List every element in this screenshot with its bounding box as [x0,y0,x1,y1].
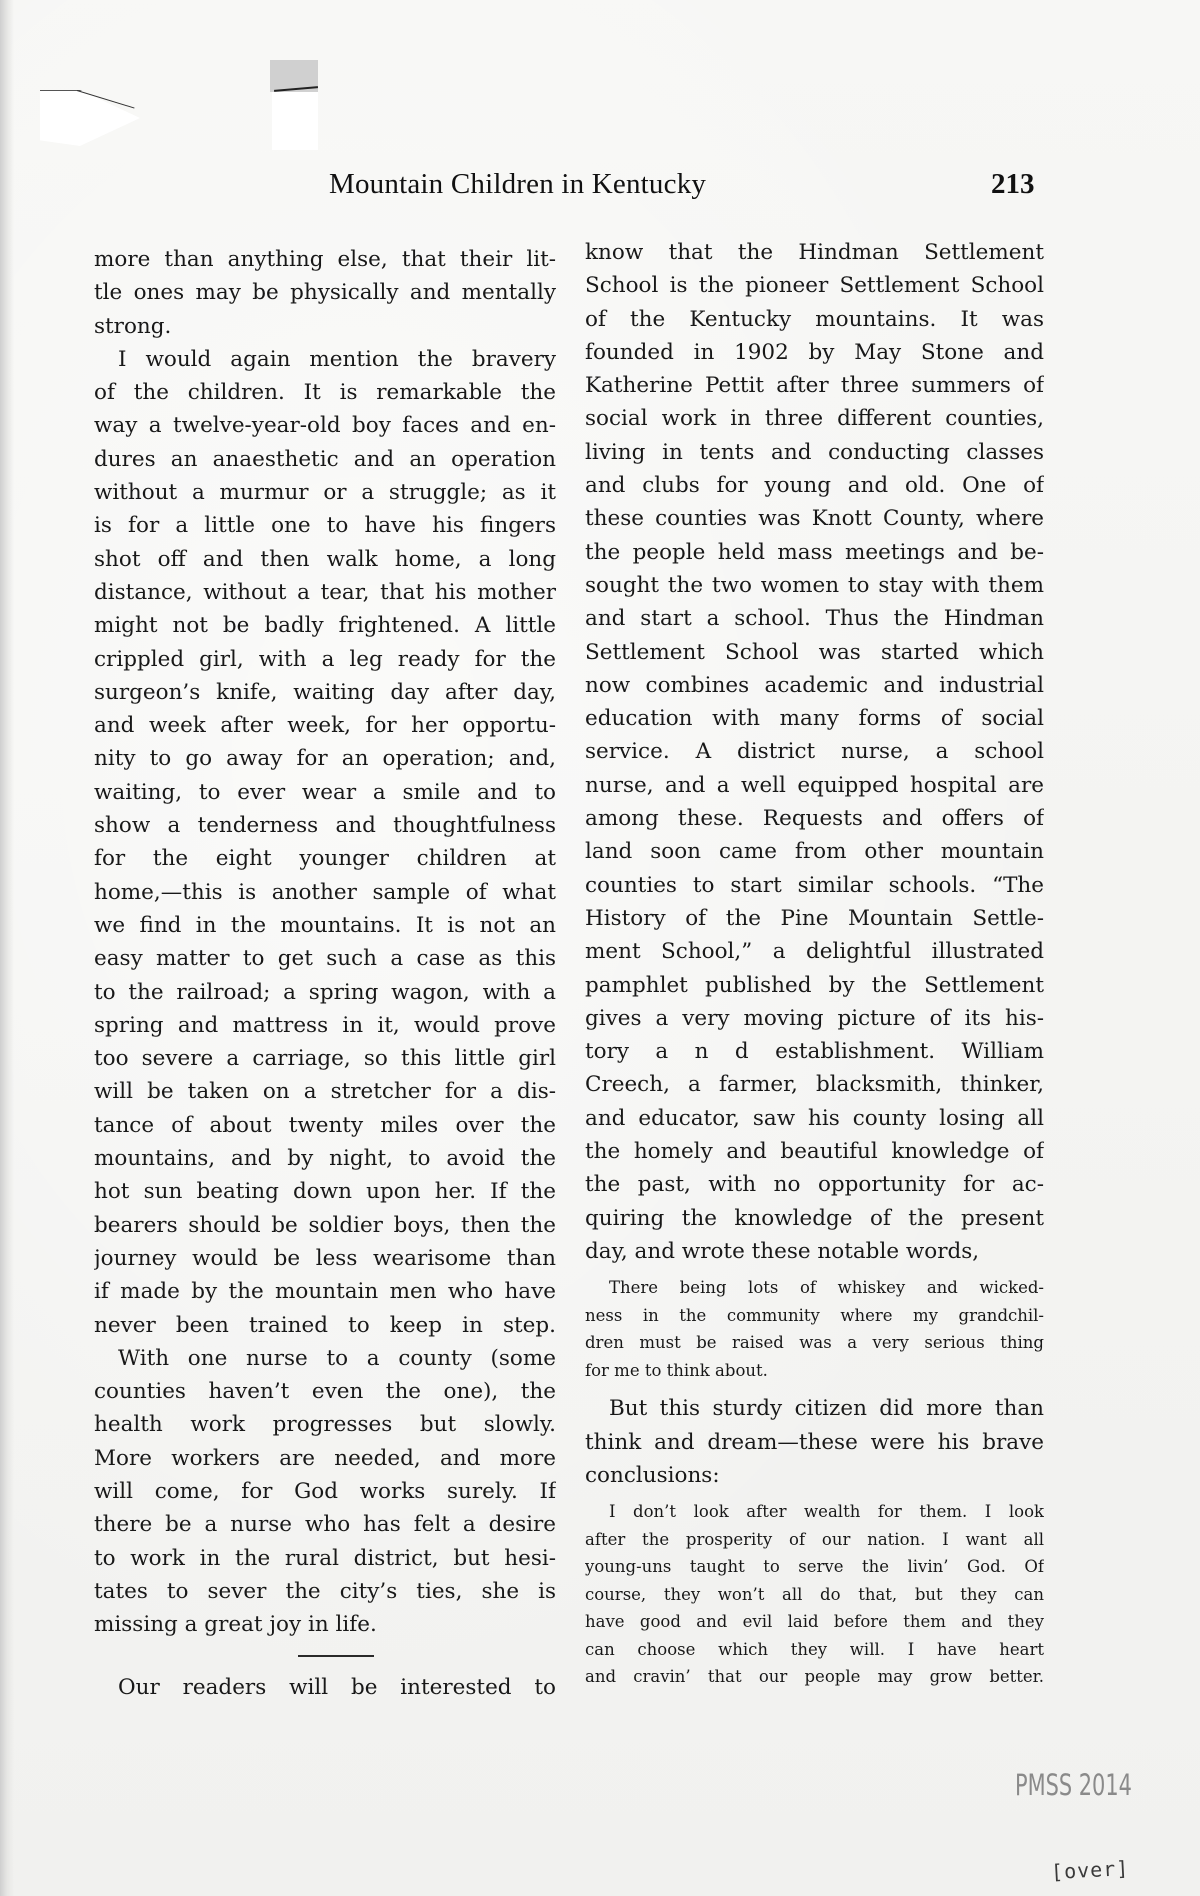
text-line: tates to sever the city’s ties, she is [94,1578,556,1604]
text-line: the homely and beautiful knowledge of [585,1139,1044,1165]
text-line: have good and evil laid before them and they [585,1612,1044,1632]
text-line: living in tents and conducting classes [585,439,1044,465]
text-line: show a tenderness and thoughtfulness [94,813,556,839]
text-line: surgeon’s knife, waiting day after day, [94,679,556,705]
text-line: social work in three different counties, [585,406,1044,432]
text-line: Katherine Pettit after three summers of [585,373,1044,399]
text-line: and cravin’ that our people may grow better. [585,1667,1044,1687]
text-line: quiring the knowledge of the present [585,1205,1044,1231]
text-line: to work in the rural district, but hesi- [94,1545,556,1571]
page-left-edge-shadow [0,0,14,1896]
text-line: Creech, a farmer, blacksmith, thinker, [585,1072,1044,1098]
text-line: Settlement School was started which [585,639,1044,665]
text-line: we find in the mountains. It is not an [94,912,556,938]
text-line: young-uns taught to serve the livin’ God. Of [585,1557,1044,1577]
paragraph [585,1392,1044,1492]
text-line: the past, with no opportunity for ac- [585,1172,1044,1198]
text-line: health work progresses but slowly. [94,1412,556,1438]
block-quote [585,1274,1044,1384]
running-head-title: Mountain Children in Kentucky [329,168,707,200]
text-line: There being lots of whiskey and wicked- [609,1278,1044,1298]
text-line: crippled girl, with a leg ready for the [94,646,556,672]
text-line: distance, without a tear, that his mother [94,579,556,605]
text-line: founded in 1902 by May Stone and [585,339,1044,365]
text-line: the people held mass meetings and be- [585,539,1044,565]
text-line: more than anything else, that their lit- [94,247,556,272]
text-line: too severe a carriage, so this little girl [94,1046,556,1072]
text-line: conclusions: [585,1462,720,1488]
text-line: More workers are needed, and more [94,1445,556,1471]
text-line: know that the Hindman Settlement [585,240,1044,265]
paragraph [94,343,556,1342]
text-line: might not be badly frightened. A little [94,613,556,639]
text-line: sought the two women to stay with them [585,572,1044,598]
text-line: of the Kentucky mountains. It was [585,306,1044,332]
torn-paper-patch [40,90,140,146]
text-line: easy matter to get such a case as this [94,946,556,972]
text-line: for the eight younger children at [94,846,556,872]
text-line: never been trained to keep in step. [94,1312,556,1338]
text-line: nity to go away for an operation; and, [94,746,556,772]
text-line: will be taken on a stretcher for a dis- [94,1079,556,1105]
paragraph [94,1342,556,1642]
left-text-column [94,243,556,1705]
text-line: I would again mention the bravery [118,346,556,372]
text-line: among these. Requests and offers of [585,806,1044,832]
text-line: there be a nurse who has felt a desire [94,1512,556,1538]
text-line: waiting, to ever wear a smile and to [94,779,556,805]
text-line: missing a great joy in life. [94,1612,377,1638]
text-line: and clubs for young and old. One of [585,473,1044,499]
text-line: and educator, saw his county losing all [585,1105,1044,1131]
text-line: tory a n d establishment. William [585,1039,1044,1065]
text-line: think and dream—these were his brave [585,1429,1044,1455]
text-line: counties to start similar schools. “The [585,872,1044,898]
text-line: dren must be raised was a very serious thing [585,1333,1044,1353]
text-line: dures an anaesthetic and an operation [94,446,556,472]
section-separator-rule [298,1655,374,1657]
paragraph [94,243,556,343]
handwritten-over-note: [over] [1050,1855,1130,1885]
text-line: tle ones may be physically and mentally [94,280,556,306]
text-line: History of the Pine Mountain Settle- [585,905,1044,931]
text-line: for me to think about. [585,1360,768,1380]
text-line: is for a little one to have his fingers [94,513,556,539]
text-line: will come, for God works surely. If [94,1478,556,1504]
text-line: without a murmur or a struggle; as it [94,480,556,506]
text-line: gives a very moving picture of its his- [585,1005,1044,1031]
text-line: ment School,” a delightful illustrated [585,939,1044,965]
text-line: counties haven’t even the one), the [94,1379,556,1405]
text-line: service. A district nurse, a school [585,739,1044,765]
text-line: bearers should be soldier boys, then the [94,1212,556,1238]
text-line: these counties was Knott County, where [585,506,1044,532]
text-line: strong. [94,313,172,339]
text-line: hot sun beating down upon her. If the [94,1179,556,1205]
text-line: home,—this is another sample of what [94,879,556,905]
right-text-column [585,236,1044,1699]
text-line: journey would be less wearisome than [94,1245,556,1271]
paragraph [94,1671,556,1704]
text-line: to the railroad; a spring wagon, with a [94,979,556,1005]
text-line: I don’t look after wealth for them. I look [609,1502,1044,1522]
text-line: ness in the community where my grandchil- [585,1305,1044,1325]
text-line: But this sturdy citizen did more than [609,1396,1044,1422]
text-line: course, they won’t all do that, but they can [585,1584,1044,1604]
text-line: day, and wrote these notable words, [585,1238,980,1264]
text-line: Our readers will be interested to [118,1675,556,1701]
text-line: now combines academic and industrial [585,672,1044,698]
text-line: way a twelve-year-old boy faces and en- [94,413,556,439]
paragraph [585,236,1044,1268]
text-line: spring and mattress in it, would prove [94,1012,556,1038]
text-line: education with many forms of social [585,706,1044,732]
archive-watermark: PMSS 2014 [1015,1768,1132,1802]
paper-damage [272,90,318,150]
text-line: of the children. It is remarkable the [94,380,556,406]
text-line: With one nurse to a county (some [118,1345,556,1371]
text-line: and start a school. Thus the Hindman [585,606,1044,632]
text-line: pamphlet published by the Settlement [585,972,1044,998]
block-quote [585,1498,1044,1691]
text-line: land soon came from other mountain [585,839,1044,865]
text-line: School is the pioneer Settlement School [585,273,1044,299]
page-number: 213 [991,168,1035,200]
text-line: and week after week, for her opportu- [94,713,556,739]
text-line: after the prosperity of our nation. I want all [585,1529,1044,1549]
text-line: shot off and then walk home, a long [94,546,556,572]
text-line: mountains, and by night, to avoid the [94,1146,556,1172]
text-line: if made by the mountain men who have [94,1279,556,1305]
text-line: nurse, and a well equipped hospital are [585,772,1044,798]
text-line: tance of about twenty miles over the [94,1112,556,1138]
text-line: can choose which they will. I have heart [585,1639,1044,1659]
